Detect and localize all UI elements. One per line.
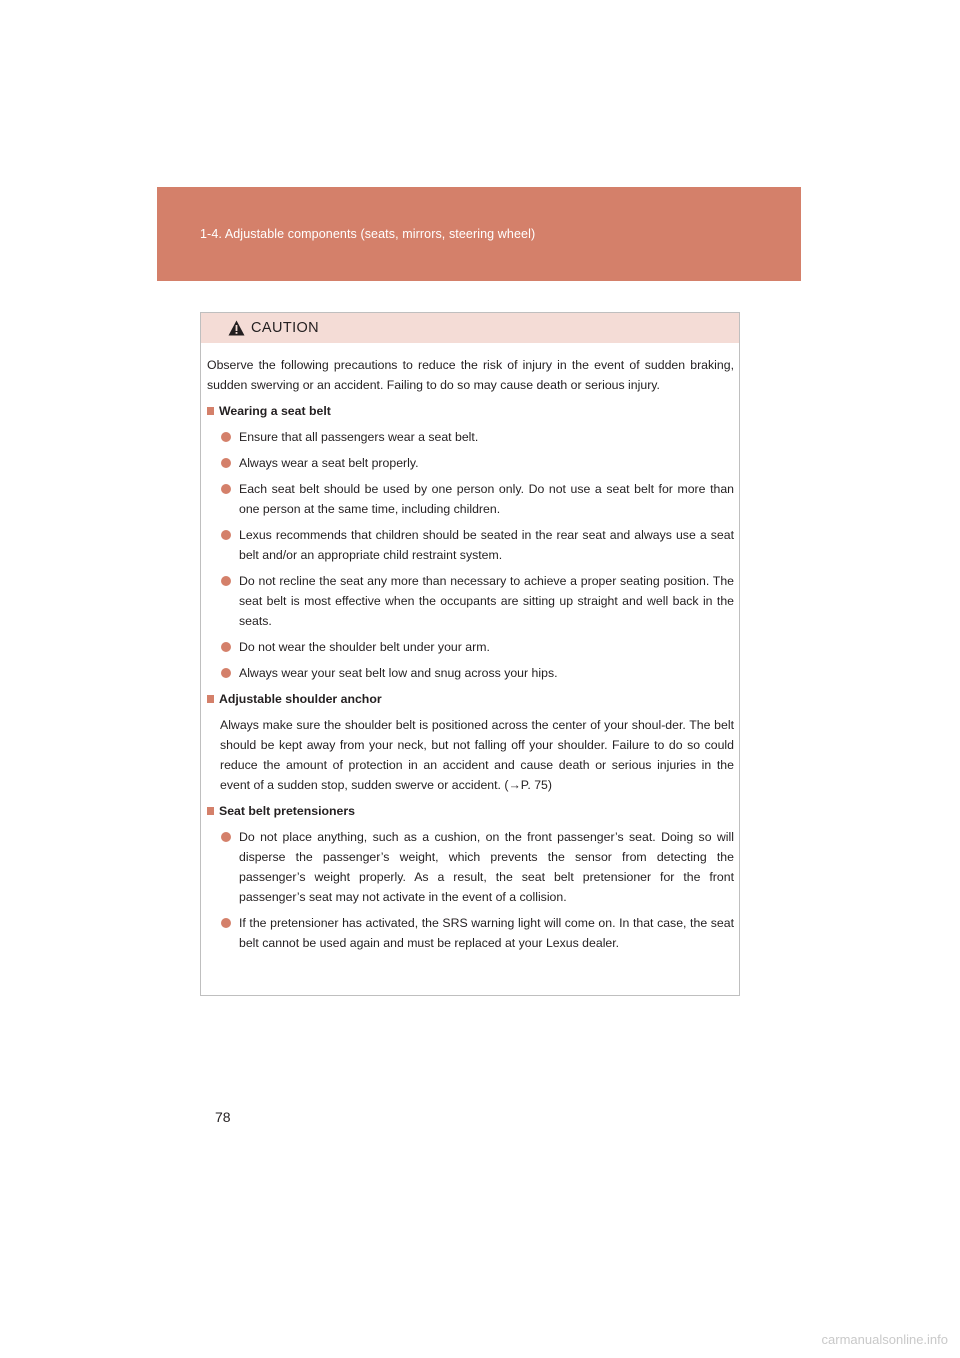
square-bullet-icon [207, 695, 214, 703]
page-number: 78 [215, 1109, 231, 1125]
list-item: Always wear a seat belt properly. [220, 453, 734, 473]
square-bullet-icon [207, 407, 214, 415]
warning-triangle-icon [228, 320, 245, 336]
list-item: Each seat belt should be used by one person only. Do not use a seat belt for more than one person at the same time, including children. [220, 479, 734, 519]
caution-content [201, 343, 739, 953]
list-item: Lexus recommends that children should be seated in the rear seat and always use a seat belt and/or an appropriate child restraint system. [220, 525, 734, 565]
list-item: Ensure that all passengers wear a seat belt. [220, 427, 734, 447]
square-bullet-icon [207, 807, 214, 815]
watermark: carmanualsonline.info [821, 1332, 948, 1347]
list-item: Always wear your seat belt low and snug across your hips. [220, 663, 734, 683]
section-title: 1-4. Adjustable components (seats, mirrors, steering wheel) [200, 227, 536, 241]
section-heading: Seat belt pretensioners [207, 801, 734, 821]
list-item: If the pretensioner has activated, the SRS warning light will come on. In that case, the seat belt cannot be used again and must be replaced at your Lexus dealer. [220, 913, 734, 953]
bullet-dot-icon [221, 576, 231, 586]
bullet-dot-icon [221, 530, 231, 540]
list-item: Do not place anything, such as a cushion, on the front passenger’s seat. Doing so will disperse the passenger’s weight, which prevents the sensor from detecting the passenger’s weight properly. As a result, the seat belt pretensioner for the front passenger’s seat may not activate in the event of a collision. [220, 827, 734, 907]
section-heading: Wearing a seat belt [207, 401, 734, 421]
section-header-band [157, 187, 801, 281]
caution-header [201, 313, 739, 343]
bullet-dot-icon [221, 668, 231, 678]
bullet-dot-icon [221, 458, 231, 468]
bullet-dot-icon [221, 484, 231, 494]
bullet-dot-icon [221, 832, 231, 842]
bullet-dot-icon [221, 432, 231, 442]
caution-intro: Observe the following precautions to reduce the risk of injury in the event of sudden braking, sudden swerving or an accident. Failing to do so may cause death or serious injury. [207, 358, 734, 392]
list-item: Do not wear the shoulder belt under your arm. [220, 637, 734, 657]
list-item: Do not recline the seat any more than necessary to achieve a proper seating position. The seat belt is most effective when the occupants are sitting up straight and well back in the seats. [220, 571, 734, 631]
bullet-dot-icon [221, 918, 231, 928]
section-paragraph: Always make sure the shoulder belt is positioned across the center of your shoul-der. The belt should be kept away from your neck, but not falling off your shoulder. Failure to do so could reduce the amount of protection in an accident and cause death or serious injuries in the event of a sudden stop, sudden swerve or accident. (→P. 75) [220, 718, 734, 792]
bullet-dot-icon [221, 642, 231, 652]
section-heading: Adjustable shoulder anchor [207, 689, 734, 709]
caution-box [200, 312, 740, 996]
caution-title: CAUTION [251, 320, 320, 336]
